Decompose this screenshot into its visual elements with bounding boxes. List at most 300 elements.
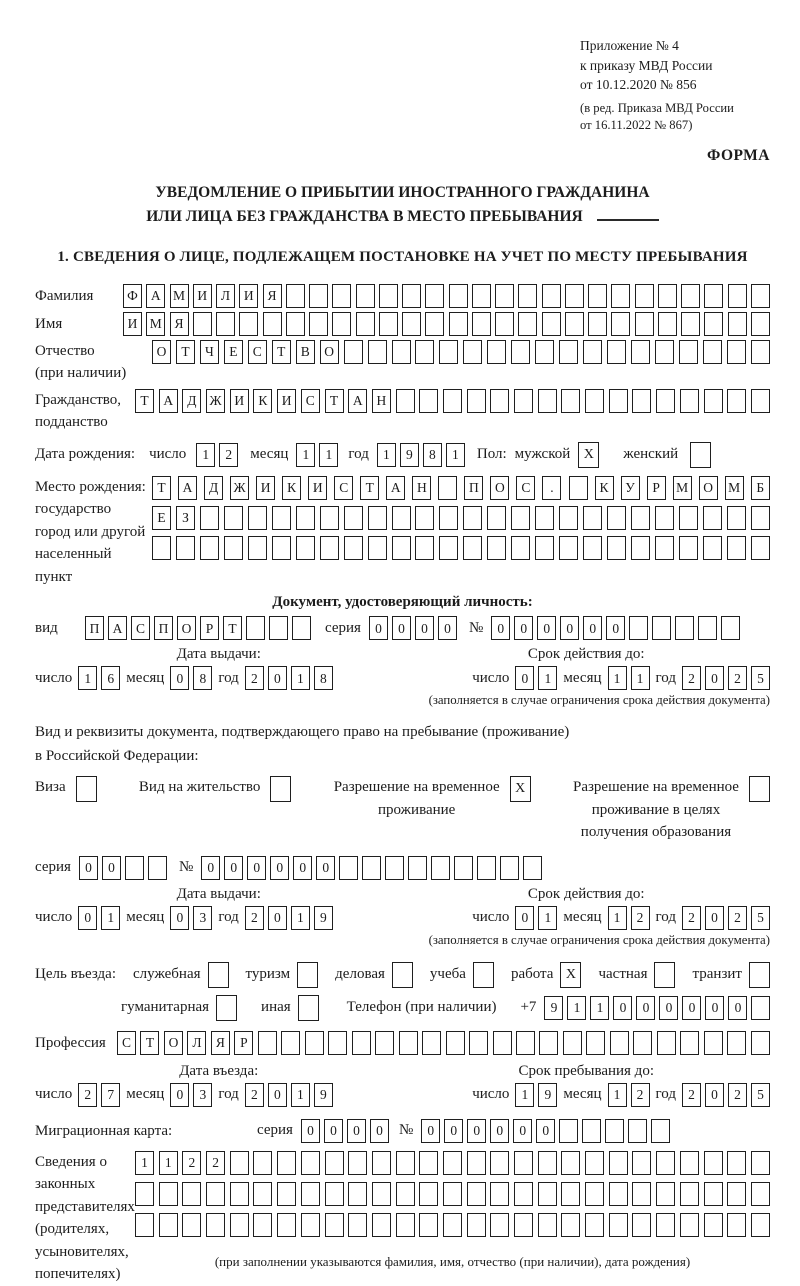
- char-cell[interactable]: [583, 536, 602, 560]
- char-cell[interactable]: Л: [216, 284, 235, 308]
- char-cell[interactable]: 2: [631, 906, 650, 930]
- char-cell[interactable]: 0: [224, 856, 243, 880]
- char-cell[interactable]: [704, 389, 723, 413]
- char-cell[interactable]: [698, 616, 717, 640]
- char-cell[interactable]: [431, 856, 450, 880]
- char-cell[interactable]: [511, 536, 530, 560]
- purpose-business-checkbox[interactable]: [392, 962, 413, 988]
- char-cell[interactable]: [518, 284, 537, 308]
- purpose-official-checkbox[interactable]: [208, 962, 229, 988]
- char-cell[interactable]: 1: [291, 1083, 310, 1107]
- char-cell[interactable]: [681, 284, 700, 308]
- char-cell[interactable]: 2: [631, 1083, 650, 1107]
- char-cell[interactable]: 0: [301, 1119, 320, 1143]
- char-cell[interactable]: [385, 856, 404, 880]
- char-cell[interactable]: 5: [751, 666, 770, 690]
- char-cell[interactable]: Н: [372, 389, 391, 413]
- char-cell[interactable]: 2: [245, 906, 264, 930]
- char-cell[interactable]: [585, 1182, 604, 1206]
- char-cell[interactable]: [727, 536, 746, 560]
- char-cell[interactable]: 5: [751, 906, 770, 930]
- char-cell[interactable]: 0: [170, 1083, 189, 1107]
- char-cell[interactable]: [402, 284, 421, 308]
- char-cell[interactable]: [658, 312, 677, 336]
- char-cell[interactable]: 1: [196, 443, 215, 467]
- char-cell[interactable]: [751, 389, 770, 413]
- char-cell[interactable]: [605, 1119, 624, 1143]
- char-cell[interactable]: 0: [201, 856, 220, 880]
- char-cell[interactable]: [632, 1182, 651, 1206]
- char-cell[interactable]: Д: [182, 389, 201, 413]
- char-cell[interactable]: О: [164, 1031, 183, 1055]
- char-cell[interactable]: [379, 284, 398, 308]
- char-cell[interactable]: 6: [101, 666, 120, 690]
- purpose-transit-checkbox[interactable]: [749, 962, 770, 988]
- char-cell[interactable]: [632, 1151, 651, 1175]
- char-cell[interactable]: [656, 389, 675, 413]
- char-cell[interactable]: 0: [347, 1119, 366, 1143]
- char-cell[interactable]: [348, 1151, 367, 1175]
- char-cell[interactable]: [320, 536, 339, 560]
- char-cell[interactable]: [339, 856, 358, 880]
- char-cell[interactable]: [652, 616, 671, 640]
- char-cell[interactable]: [611, 312, 630, 336]
- char-cell[interactable]: Д: [204, 476, 223, 500]
- char-cell[interactable]: 0: [78, 906, 97, 930]
- char-cell[interactable]: [588, 312, 607, 336]
- char-cell[interactable]: [538, 1182, 557, 1206]
- char-cell[interactable]: [559, 1119, 578, 1143]
- char-cell[interactable]: [487, 536, 506, 560]
- char-cell[interactable]: 2: [682, 906, 701, 930]
- char-cell[interactable]: [200, 506, 219, 530]
- char-cell[interactable]: [535, 340, 554, 364]
- char-cell[interactable]: [467, 389, 486, 413]
- char-cell[interactable]: 0: [513, 1119, 532, 1143]
- char-cell[interactable]: 8: [423, 443, 442, 467]
- char-cell[interactable]: [751, 1182, 770, 1206]
- char-cell[interactable]: [588, 284, 607, 308]
- char-cell[interactable]: И: [123, 312, 142, 336]
- char-cell[interactable]: [728, 284, 747, 308]
- char-cell[interactable]: [301, 1213, 320, 1237]
- char-cell[interactable]: [535, 506, 554, 530]
- char-cell[interactable]: [727, 1182, 746, 1206]
- char-cell[interactable]: [721, 616, 740, 640]
- char-cell[interactable]: 0: [682, 996, 701, 1020]
- char-cell[interactable]: 1: [631, 666, 650, 690]
- char-cell[interactable]: [704, 1213, 723, 1237]
- char-cell[interactable]: [487, 506, 506, 530]
- char-cell[interactable]: [680, 1182, 699, 1206]
- char-cell[interactable]: [511, 340, 530, 364]
- char-cell[interactable]: [535, 536, 554, 560]
- char-cell[interactable]: [206, 1182, 225, 1206]
- char-cell[interactable]: [655, 536, 674, 560]
- char-cell[interactable]: К: [253, 389, 272, 413]
- char-cell[interactable]: [751, 312, 770, 336]
- char-cell[interactable]: [607, 506, 626, 530]
- char-cell[interactable]: [467, 1213, 486, 1237]
- char-cell[interactable]: 0: [728, 996, 747, 1020]
- char-cell[interactable]: [561, 1182, 580, 1206]
- char-cell[interactable]: 9: [400, 443, 419, 467]
- char-cell[interactable]: [490, 1151, 509, 1175]
- temporary-residence-education-checkbox[interactable]: [749, 776, 770, 802]
- char-cell[interactable]: К: [595, 476, 614, 500]
- char-cell[interactable]: [230, 1182, 249, 1206]
- char-cell[interactable]: 2: [245, 1083, 264, 1107]
- char-cell[interactable]: [344, 506, 363, 530]
- char-cell[interactable]: [277, 1213, 296, 1237]
- purpose-other-checkbox[interactable]: [298, 995, 319, 1021]
- char-cell[interactable]: [495, 284, 514, 308]
- char-cell[interactable]: [368, 506, 387, 530]
- char-cell[interactable]: [675, 616, 694, 640]
- char-cell[interactable]: [182, 1182, 201, 1206]
- char-cell[interactable]: [396, 389, 415, 413]
- char-cell[interactable]: [656, 1182, 675, 1206]
- char-cell[interactable]: С: [131, 616, 150, 640]
- char-cell[interactable]: [704, 312, 723, 336]
- char-cell[interactable]: [396, 1182, 415, 1206]
- char-cell[interactable]: 0: [415, 616, 434, 640]
- char-cell[interactable]: [206, 1213, 225, 1237]
- char-cell[interactable]: 7: [101, 1083, 120, 1107]
- char-cell[interactable]: 2: [206, 1151, 225, 1175]
- char-cell[interactable]: 9: [538, 1083, 557, 1107]
- char-cell[interactable]: [704, 284, 723, 308]
- char-cell[interactable]: 0: [636, 996, 655, 1020]
- char-cell[interactable]: [272, 536, 291, 560]
- char-cell[interactable]: 0: [293, 856, 312, 880]
- char-cell[interactable]: 1: [608, 906, 627, 930]
- char-cell[interactable]: 0: [467, 1119, 486, 1143]
- char-cell[interactable]: Ж: [206, 389, 225, 413]
- char-cell[interactable]: 0: [102, 856, 121, 880]
- char-cell[interactable]: [751, 1151, 770, 1175]
- char-cell[interactable]: [538, 389, 557, 413]
- char-cell[interactable]: [585, 1151, 604, 1175]
- char-cell[interactable]: [348, 1182, 367, 1206]
- char-cell[interactable]: 9: [544, 996, 563, 1020]
- char-cell[interactable]: [443, 1213, 462, 1237]
- char-cell[interactable]: [751, 536, 770, 560]
- char-cell[interactable]: З: [176, 506, 195, 530]
- char-cell[interactable]: [469, 1031, 488, 1055]
- char-cell[interactable]: [248, 536, 267, 560]
- char-cell[interactable]: 0: [705, 996, 724, 1020]
- char-cell[interactable]: [632, 389, 651, 413]
- char-cell[interactable]: [224, 506, 243, 530]
- char-cell[interactable]: [477, 856, 496, 880]
- char-cell[interactable]: [611, 284, 630, 308]
- char-cell[interactable]: [631, 536, 650, 560]
- char-cell[interactable]: Р: [200, 616, 219, 640]
- char-cell[interactable]: О: [699, 476, 718, 500]
- char-cell[interactable]: [286, 312, 305, 336]
- char-cell[interactable]: [585, 389, 604, 413]
- char-cell[interactable]: [538, 1151, 557, 1175]
- char-cell[interactable]: [514, 389, 533, 413]
- char-cell[interactable]: 1: [101, 906, 120, 930]
- char-cell[interactable]: Л: [187, 1031, 206, 1055]
- char-cell[interactable]: [446, 1031, 465, 1055]
- char-cell[interactable]: А: [108, 616, 127, 640]
- char-cell[interactable]: 8: [193, 666, 212, 690]
- char-cell[interactable]: [148, 856, 167, 880]
- char-cell[interactable]: М: [725, 476, 744, 500]
- char-cell[interactable]: [135, 1182, 154, 1206]
- char-cell[interactable]: 2: [682, 1083, 701, 1107]
- char-cell[interactable]: 0: [536, 1119, 555, 1143]
- char-cell[interactable]: [253, 1182, 272, 1206]
- char-cell[interactable]: [463, 536, 482, 560]
- char-cell[interactable]: 2: [728, 1083, 747, 1107]
- char-cell[interactable]: 0: [270, 856, 289, 880]
- char-cell[interactable]: 0: [392, 616, 411, 640]
- char-cell[interactable]: 0: [247, 856, 266, 880]
- char-cell[interactable]: 0: [705, 906, 724, 930]
- residence-permit-checkbox[interactable]: [270, 776, 291, 802]
- char-cell[interactable]: [216, 312, 235, 336]
- char-cell[interactable]: 1: [446, 443, 465, 467]
- char-cell[interactable]: [258, 1031, 277, 1055]
- char-cell[interactable]: 3: [193, 906, 212, 930]
- char-cell[interactable]: [372, 1182, 391, 1206]
- char-cell[interactable]: [325, 1182, 344, 1206]
- char-cell[interactable]: [631, 506, 650, 530]
- char-cell[interactable]: Ж: [230, 476, 249, 500]
- char-cell[interactable]: [309, 312, 328, 336]
- char-cell[interactable]: [569, 476, 588, 500]
- char-cell[interactable]: [463, 506, 482, 530]
- char-cell[interactable]: И: [308, 476, 327, 500]
- char-cell[interactable]: Р: [234, 1031, 253, 1055]
- char-cell[interactable]: О: [152, 340, 171, 364]
- char-cell[interactable]: [559, 536, 578, 560]
- char-cell[interactable]: С: [248, 340, 267, 364]
- char-cell[interactable]: [703, 536, 722, 560]
- char-cell[interactable]: [514, 1213, 533, 1237]
- char-cell[interactable]: [246, 616, 265, 640]
- char-cell[interactable]: [454, 856, 473, 880]
- char-cell[interactable]: [586, 1031, 605, 1055]
- char-cell[interactable]: [680, 1213, 699, 1237]
- char-cell[interactable]: [392, 506, 411, 530]
- char-cell[interactable]: 0: [444, 1119, 463, 1143]
- char-cell[interactable]: Я: [211, 1031, 230, 1055]
- char-cell[interactable]: 0: [705, 1083, 724, 1107]
- char-cell[interactable]: [356, 284, 375, 308]
- char-cell[interactable]: 1: [159, 1151, 178, 1175]
- char-cell[interactable]: А: [159, 389, 178, 413]
- char-cell[interactable]: [727, 1213, 746, 1237]
- char-cell[interactable]: 0: [583, 616, 602, 640]
- char-cell[interactable]: 1: [377, 443, 396, 467]
- char-cell[interactable]: [269, 616, 288, 640]
- char-cell[interactable]: Ф: [123, 284, 142, 308]
- char-cell[interactable]: И: [193, 284, 212, 308]
- char-cell[interactable]: [751, 1031, 770, 1055]
- char-cell[interactable]: В: [296, 340, 315, 364]
- char-cell[interactable]: [728, 312, 747, 336]
- char-cell[interactable]: С: [117, 1031, 136, 1055]
- char-cell[interactable]: [200, 536, 219, 560]
- char-cell[interactable]: [281, 1031, 300, 1055]
- char-cell[interactable]: [449, 312, 468, 336]
- char-cell[interactable]: [402, 312, 421, 336]
- char-cell[interactable]: Т: [135, 389, 154, 413]
- char-cell[interactable]: П: [85, 616, 104, 640]
- char-cell[interactable]: С: [301, 389, 320, 413]
- char-cell[interactable]: [655, 340, 674, 364]
- char-cell[interactable]: [399, 1031, 418, 1055]
- char-cell[interactable]: [344, 340, 363, 364]
- char-cell[interactable]: [443, 1182, 462, 1206]
- char-cell[interactable]: [248, 506, 267, 530]
- char-cell[interactable]: [523, 856, 542, 880]
- char-cell[interactable]: 9: [314, 1083, 333, 1107]
- char-cell[interactable]: [679, 340, 698, 364]
- char-cell[interactable]: [632, 1213, 651, 1237]
- char-cell[interactable]: [272, 506, 291, 530]
- char-cell[interactable]: 1: [296, 443, 315, 467]
- char-cell[interactable]: М: [170, 284, 189, 308]
- char-cell[interactable]: 0: [316, 856, 335, 880]
- char-cell[interactable]: [542, 284, 561, 308]
- char-cell[interactable]: [356, 312, 375, 336]
- char-cell[interactable]: [379, 312, 398, 336]
- char-cell[interactable]: 1: [78, 666, 97, 690]
- char-cell[interactable]: [490, 1213, 509, 1237]
- char-cell[interactable]: [372, 1213, 391, 1237]
- char-cell[interactable]: 2: [78, 1083, 97, 1107]
- char-cell[interactable]: [490, 1182, 509, 1206]
- char-cell[interactable]: [681, 312, 700, 336]
- char-cell[interactable]: 0: [705, 666, 724, 690]
- char-cell[interactable]: [368, 340, 387, 364]
- char-cell[interactable]: 1: [291, 666, 310, 690]
- char-cell[interactable]: Ч: [200, 340, 219, 364]
- char-cell[interactable]: [583, 340, 602, 364]
- char-cell[interactable]: 3: [193, 1083, 212, 1107]
- char-cell[interactable]: У: [621, 476, 640, 500]
- char-cell[interactable]: [493, 1031, 512, 1055]
- char-cell[interactable]: [305, 1031, 324, 1055]
- char-cell[interactable]: Е: [224, 340, 243, 364]
- char-cell[interactable]: [704, 1031, 723, 1055]
- purpose-study-checkbox[interactable]: [473, 962, 494, 988]
- char-cell[interactable]: 0: [515, 906, 534, 930]
- char-cell[interactable]: [320, 506, 339, 530]
- char-cell[interactable]: [559, 506, 578, 530]
- char-cell[interactable]: [277, 1151, 296, 1175]
- char-cell[interactable]: 9: [314, 906, 333, 930]
- char-cell[interactable]: [487, 340, 506, 364]
- char-cell[interactable]: [362, 856, 381, 880]
- char-cell[interactable]: 0: [421, 1119, 440, 1143]
- char-cell[interactable]: 0: [370, 1119, 389, 1143]
- char-cell[interactable]: [680, 1031, 699, 1055]
- char-cell[interactable]: [561, 389, 580, 413]
- char-cell[interactable]: М: [673, 476, 692, 500]
- char-cell[interactable]: 2: [728, 906, 747, 930]
- char-cell[interactable]: Р: [647, 476, 666, 500]
- char-cell[interactable]: 0: [491, 616, 510, 640]
- char-cell[interactable]: [656, 1151, 675, 1175]
- char-cell[interactable]: [658, 284, 677, 308]
- char-cell[interactable]: 0: [170, 666, 189, 690]
- char-cell[interactable]: .: [542, 476, 561, 500]
- char-cell[interactable]: [392, 536, 411, 560]
- char-cell[interactable]: Т: [272, 340, 291, 364]
- char-cell[interactable]: [751, 1213, 770, 1237]
- char-cell[interactable]: [193, 312, 212, 336]
- char-cell[interactable]: [514, 1151, 533, 1175]
- char-cell[interactable]: [415, 506, 434, 530]
- char-cell[interactable]: [419, 1213, 438, 1237]
- char-cell[interactable]: [704, 1151, 723, 1175]
- temporary-residence-checkbox[interactable]: X: [510, 776, 531, 802]
- char-cell[interactable]: [372, 1151, 391, 1175]
- char-cell[interactable]: [296, 506, 315, 530]
- char-cell[interactable]: 0: [490, 1119, 509, 1143]
- char-cell[interactable]: [500, 856, 519, 880]
- char-cell[interactable]: [277, 1182, 296, 1206]
- char-cell[interactable]: 0: [514, 616, 533, 640]
- char-cell[interactable]: [727, 340, 746, 364]
- char-cell[interactable]: [727, 506, 746, 530]
- char-cell[interactable]: П: [464, 476, 483, 500]
- purpose-private-checkbox[interactable]: [654, 962, 675, 988]
- char-cell[interactable]: [585, 1213, 604, 1237]
- char-cell[interactable]: [751, 284, 770, 308]
- purpose-tourism-checkbox[interactable]: [297, 962, 318, 988]
- char-cell[interactable]: [518, 312, 537, 336]
- char-cell[interactable]: [368, 536, 387, 560]
- char-cell[interactable]: [332, 312, 351, 336]
- char-cell[interactable]: А: [146, 284, 165, 308]
- char-cell[interactable]: [679, 506, 698, 530]
- char-cell[interactable]: [751, 340, 770, 364]
- char-cell[interactable]: [443, 1151, 462, 1175]
- char-cell[interactable]: [230, 1213, 249, 1237]
- char-cell[interactable]: [443, 389, 462, 413]
- char-cell[interactable]: [727, 1031, 746, 1055]
- char-cell[interactable]: [415, 340, 434, 364]
- char-cell[interactable]: [396, 1151, 415, 1175]
- char-cell[interactable]: 1: [608, 1083, 627, 1107]
- char-cell[interactable]: 1: [538, 906, 557, 930]
- char-cell[interactable]: 1: [515, 1083, 534, 1107]
- char-cell[interactable]: [635, 284, 654, 308]
- char-cell[interactable]: 2: [182, 1151, 201, 1175]
- char-cell[interactable]: [490, 389, 509, 413]
- char-cell[interactable]: [472, 284, 491, 308]
- char-cell[interactable]: [635, 312, 654, 336]
- char-cell[interactable]: [253, 1151, 272, 1175]
- char-cell[interactable]: [559, 340, 578, 364]
- char-cell[interactable]: [408, 856, 427, 880]
- char-cell[interactable]: [561, 1151, 580, 1175]
- char-cell[interactable]: [152, 536, 171, 560]
- char-cell[interactable]: [629, 616, 648, 640]
- char-cell[interactable]: [727, 389, 746, 413]
- char-cell[interactable]: [439, 340, 458, 364]
- char-cell[interactable]: [539, 1031, 558, 1055]
- char-cell[interactable]: 1: [291, 906, 310, 930]
